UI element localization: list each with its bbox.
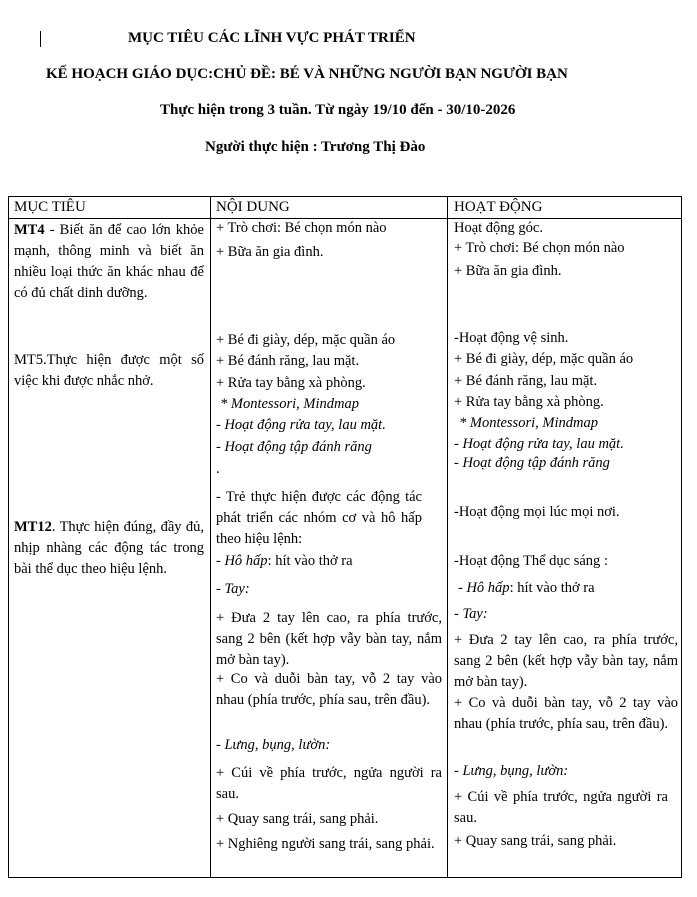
content-item: - Hoạt động tập đánh răng — [216, 439, 372, 455]
mt4-code: MT4 — [14, 222, 45, 238]
content-item — [216, 551, 442, 572]
plan-title: KẾ HOẠCH GIÁO DỤC:CHỦ ĐỀ: BÉ VÀ NHỮNG NGƯỜI BẠN NGƯỜI BẠN — [46, 66, 568, 82]
mt12-text: . Thực hiện đúng, đầy đủ, nhịp nhàng các động tác trong bài thể dục theo hiệu lệnh. — [14, 519, 204, 577]
content-item: + Co và duỗi bàn tay, vỗ 2 tay vào nhau (phía trước, phía sau, trên đầu). — [216, 671, 442, 708]
activity-item: + Rửa tay bằng xà phòng. — [454, 394, 604, 410]
plan-table — [8, 196, 682, 878]
activity-item: - Hoạt động tập đánh răng — [454, 455, 610, 471]
doc-title: MỤC TIÊU CÁC LĨNH VỰC PHÁT TRIỂN — [128, 30, 416, 46]
activity-item: + Đưa 2 tay lên cao, ra phía trước, sang 2 bên (kết hợp vẫy bàn tay, nắm mở bàn tay). — [454, 632, 678, 690]
activity-item: * Montessori, Mindmap — [459, 415, 598, 431]
activity-item: -Hoạt động Thể dục sáng : — [454, 553, 608, 569]
content-item: + Cúi về phía trước, ngửa người ra sau. — [216, 765, 442, 802]
objective-mt12 — [14, 517, 204, 580]
breathing-text: : hít vào thở ra — [509, 580, 595, 596]
activity-item: + Bé đánh răng, lau mặt. — [454, 373, 598, 389]
activity-item: - Hoạt động rửa tay, lau mặt. — [454, 436, 624, 452]
text-cursor — [40, 31, 41, 47]
content-item: * Montessori, Mindmap — [220, 396, 359, 412]
column-divider — [447, 197, 448, 877]
column-divider — [210, 197, 211, 877]
header-noi-dung: NỘI DUNG — [216, 199, 290, 215]
content-item: - Hoạt động rửa tay, lau mặt. — [216, 417, 386, 433]
objective-mt4 — [14, 220, 204, 304]
breathing-label: - Hô hấp — [216, 553, 268, 569]
activity-item: Hoạt động góc. — [454, 220, 543, 236]
content-item: + Bữa ăn gia đình. — [216, 244, 324, 260]
content-item: + Bé đánh răng, lau mặt. — [216, 353, 360, 369]
activity-item: + Bé đi giày, dép, mặc quần áo — [454, 351, 634, 367]
header-muc-tieu: MỤC TIÊU — [14, 199, 86, 215]
author-line: Người thực hiện : Trương Thị Đào — [205, 139, 426, 155]
date-range: Thực hiện trong 3 tuần. Từ ngày 19/10 đến - 30/10-2026 — [160, 102, 516, 118]
content-item: + Nghiêng người sang trái, sang phải. — [216, 836, 435, 852]
activity-item: + Bữa ăn gia đình. — [454, 263, 562, 279]
activity-item — [458, 578, 678, 599]
mt12-code: MT12 — [14, 519, 52, 535]
activity-item: + Cúi về phía trước, ngửa người ra sau. — [454, 789, 668, 826]
breathing-text: : hít vào thở ra — [267, 553, 353, 569]
activity-item: - Lưng, bụng, lườn: — [454, 763, 569, 779]
content-item: - Lưng, bụng, lườn: — [216, 737, 331, 753]
activity-item: -Hoạt động mọi lúc mọi nơi. — [454, 504, 620, 520]
content-item: - Tay: — [216, 581, 250, 597]
breathing-label: - Hô hấp — [458, 580, 510, 596]
content-item: - Trẻ thực hiện được các động tác phát triển các nhóm cơ và hô hấp theo hiệu lệnh: — [216, 489, 422, 547]
content-item: + Bé đi giày, dép, mặc quần áo — [216, 332, 396, 348]
content-item: + Rửa tay bằng xà phòng. — [216, 375, 366, 391]
objective-mt5: MT5.Thực hiện được một số việc khi được nhắc nhở. — [14, 352, 204, 389]
content-item: + Trò chơi: Bé chọn món nào — [216, 220, 387, 236]
mt4-text: - Biết ăn để cao lớn khỏe mạnh, thông minh và biết ăn nhiều loại thức ăn khác nhau để có đủ chất dinh dưỡng. — [14, 222, 204, 301]
activity-item: + Co và duỗi bàn tay, vỗ 2 tay vào nhau (phía trước, phía sau, trên đầu). — [454, 695, 678, 732]
activity-item: + Quay sang trái, sang phải. — [454, 833, 617, 849]
header-hoat-dong: HOẠT ĐỘNG — [454, 199, 543, 215]
content-item: . — [216, 461, 220, 477]
content-item: + Đưa 2 tay lên cao, ra phía trước, sang 2 bên (kết hợp vẫy bàn tay, nắm mở bàn tay). — [216, 610, 442, 668]
content-item: + Quay sang trái, sang phải. — [216, 811, 379, 827]
activity-item: + Trò chơi: Bé chọn món nào — [454, 240, 625, 256]
activity-item: -Hoạt động vệ sinh. — [454, 330, 569, 346]
activity-item: - Tay: — [454, 606, 488, 622]
